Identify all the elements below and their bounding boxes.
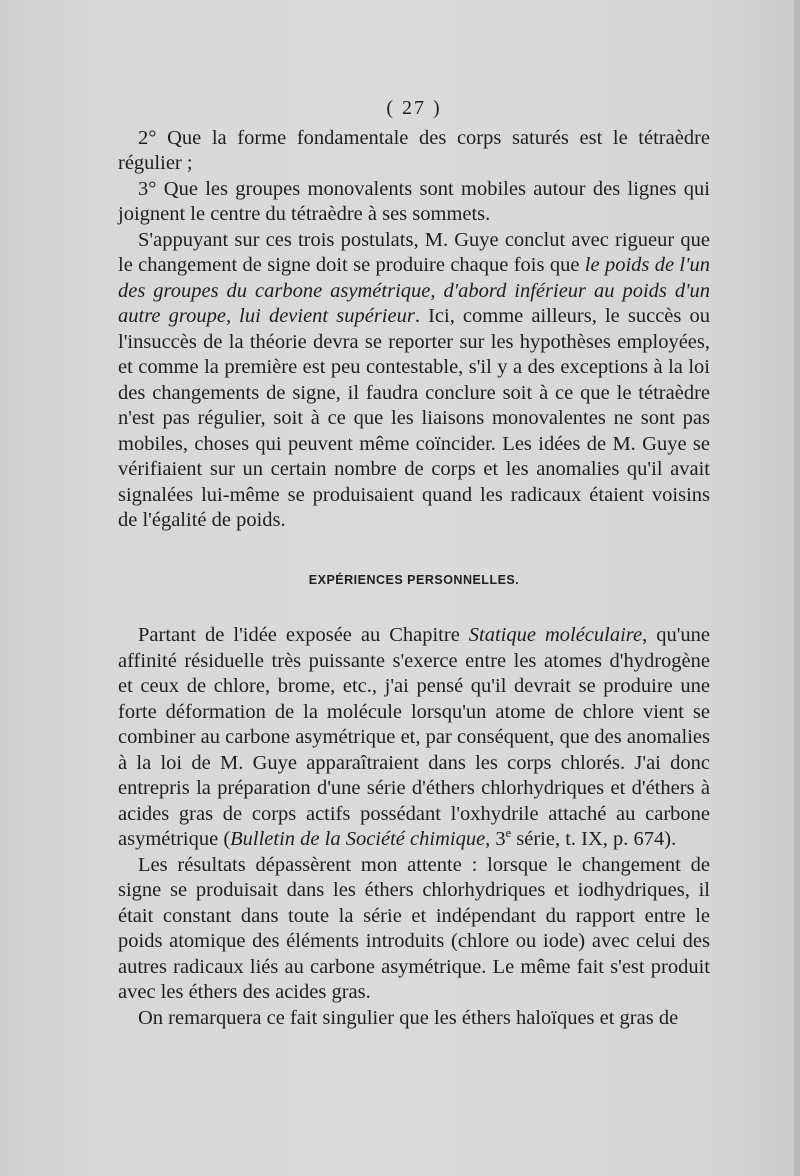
list-item-2-number: 2°: [138, 126, 157, 149]
paragraph-remark: On remarquera ce fait singulier que les éthers haloïques et gras de: [138, 1006, 679, 1029]
page-edge-shadow: [794, 0, 800, 1176]
page-text-block: [118, 96, 710, 1031]
paragraph-guye-italic: le poids de l'un des groupes du carbone asymétrique, d'abord inférieur au poids d'un autre groupe, lui devient supérieur: [118, 254, 710, 327]
list-item-3: [118, 177, 710, 228]
paragraph-personal-experiments: [118, 623, 710, 853]
paragraph-experiments-text-middle: , qu'une affinité résiduelle très puissante s'exerce entre les atomes d'hydrogène et ceux de chlore, brome, etc., j'ai pensé qu'il devrait se produire une forte déformation de la molécule lorsqu'un atome de chlore vient se combiner au carbone asymétrique et, par conséquent, que des anomalies à la loi de M. Guye apparaîtraient dans les corps chlorés. J'ai donc entrepris la préparation d'une série d'éthers chlorhydriques et d'éthers à acides gras de corps actifs possédant l'oxhydrile attaché au carbone asymétrique (: [118, 624, 711, 850]
section-heading: EXPÉRIENCES PERSONNELLES.: [308, 572, 520, 587]
paragraph-experiments-text-start: Partant de l'idée exposée au Chapitre: [138, 624, 469, 646]
paragraph-results: Les résultats dépassèrent mon attente : lorsque le changement de signe se produisait dans les éthers chlorhydriques et iodhydriques, il était constant dans toute la série et indépendant du rapport entre le poids atomique des éléments introduits (chlore ou iode) avec celui des autres radicaux liés au carbone asymétrique. Le même fait s'est produit avec les éthers des acides gras.: [118, 853, 710, 1003]
paragraph-guye-text-end: . Ici, comme ailleurs, le succès ou l'insuccès de la théorie devra se reporter sur les hypothèses employées, et comme la première est peu contestable, s'il y a des exceptions à la loi des changements de signe, il faudra conclure soit à ce que le tétraèdre n'est pas régulier, soit à ce que les liaisons monovalentes ne sont pas mobiles, choses qui peuvent même coïncider. Les idées de M. Guye se vérifiaient sur un certain nombre de corps et les anomalies qu'il avait signalées lui-même se produisaient quand les radicaux étaient voisins de l'égalité de poids.: [118, 305, 710, 531]
paragraph-experiments-text-end: série, t. IX, p. 674).: [511, 828, 677, 850]
page-number: ( 27 ): [386, 97, 442, 119]
list-item-2-text: Que la forme fondamentale des corps saturés est le tétraèdre régulier ;: [118, 126, 710, 174]
paragraph-guye-text-start: S'appuyant sur ces trois postulats, M. Guye conclut avec rigueur que le changement de signe doit se produire chaque fois que: [118, 228, 710, 276]
list-item-3-text: Que les groupes monovalents sont mobiles autour des lignes qui joignent le centre du tétraèdre à ses sommets.: [118, 177, 711, 225]
chapter-title-italic: Statique moléculaire: [468, 624, 643, 646]
serie-number: , 3: [485, 828, 506, 850]
paragraph-guye-conclusion: [118, 228, 710, 534]
bulletin-title-italic: Bulletin de la Société chimique: [230, 828, 486, 850]
serie-superscript: e: [505, 826, 512, 841]
list-item-3-number: 3°: [138, 177, 157, 200]
list-item-2: [118, 126, 710, 177]
